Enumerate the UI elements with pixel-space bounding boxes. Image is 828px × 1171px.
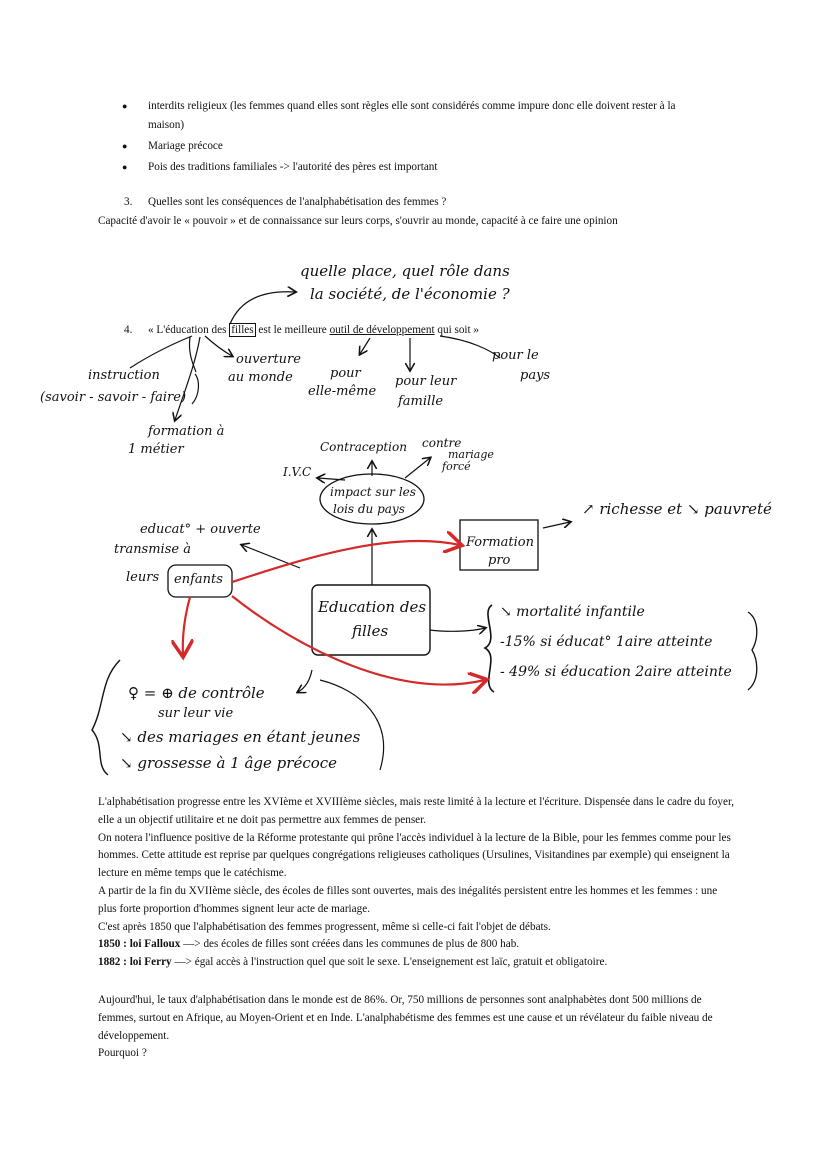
hw-instruction-line1: instruction <box>88 368 160 383</box>
hw-mortalite-line3: - 49% si éducation 2aire atteinte <box>500 664 732 680</box>
hw-elle-line1: pour <box>330 366 361 381</box>
bullet-text: interdits religieux (les femmes quand elles sont règles elle sont considérés comme impure donc elle doivent rester à la <box>148 100 676 112</box>
question-number: 3. <box>124 196 133 208</box>
hw-center-line2: filles <box>352 622 389 640</box>
bullet-text-cont: maison) <box>148 119 185 131</box>
hw-elle-line2: elle-même <box>308 384 377 399</box>
question-text: Quelles sont les conséquences de l'analphabétisation des femmes ? <box>148 196 447 208</box>
hw-educ-line1: educat° + ouverte <box>140 522 261 537</box>
answer-text: Capacité d'avoir le « pouvoir » et de connaissance sur leurs corps, s'ouvrir au monde, capacité à ce faire une opinion <box>98 215 618 227</box>
hw-center-line1: Education des <box>318 598 427 616</box>
question-number: 4. <box>124 324 133 336</box>
hw-educ-line3: leurs <box>126 570 160 585</box>
law-ferry <box>98 954 738 972</box>
hw-mortalite-line1: ↘ mortalité infantile <box>500 604 645 620</box>
hw-femme-line3: ↘ des mariages en étant jeunes <box>120 728 361 746</box>
history-p1: L'alphabétisation progresse entre les XVIème et XVIIIème siècles, mais reste limité à la lecture et l'écriture. Dispensée dans le cadre du foyer, elle a un objectif utilitaire et ne doit pas permettre aux femmes de penser. <box>98 796 735 826</box>
law-falloux-title: 1850 : loi Falloux <box>98 938 181 951</box>
bullet-text: Pois des traditions familiales -> l'autorité des pères est important <box>148 161 438 173</box>
today-p2: Pourquoi ? <box>98 1047 147 1060</box>
hw-femme-line1: ♀ = ⊕ de contrôle <box>128 684 265 702</box>
bullet-dot: ● <box>122 162 128 172</box>
hw-ivc: I.V.C <box>283 465 312 479</box>
history-p3: A partir de la fin du XVIIème siècle, des écoles de filles sont ouvertes, mais des inégalités persistent entre les hommes et les femmes : une plus forte proportion d'hommes signent leur acte de mariage. <box>98 884 718 915</box>
hw-formation-line1: formation à <box>148 424 225 439</box>
hw-place-line1: quelle place, quel rôle dans <box>300 262 510 280</box>
hw-mariage-line2: mariage <box>448 448 494 461</box>
hw-formation-pro-line1: Formation <box>466 535 535 550</box>
history-p2: On notera l'influence positive de la Réforme protestante qui prône l'accès individuel à la lecture de la Bible, pour les femmes comme pour les hommes. Cette attitude est reprise par quelques congrégations religieuses catholiques (Ursulines, Visitandines par exemple) qui enseignent la lecture en même temps que le catéchisme. <box>98 831 731 880</box>
bullet-dot: ● <box>122 141 128 151</box>
hw-formation-line2: 1 métier <box>128 442 184 457</box>
history-p4: C'est après 1850 que l'alphabétisation des femmes progressent, même si celle-ci fait l'objet de débats. <box>98 920 551 933</box>
today-section <box>98 992 738 1063</box>
law-ferry-text: —> égal accès à l'instruction quel que soit le sexe. L'enseignement est laïc, gratuit et obligatoire. <box>171 956 608 969</box>
hw-place-line2: la société, de l'économie ? <box>310 285 510 303</box>
hw-richesse: ↗ richesse et ↘ pauvreté <box>582 500 772 518</box>
bullet-text: Mariage précoce <box>148 140 223 152</box>
bullet-dot: ● <box>122 101 128 111</box>
today-p1: Aujourd'hui, le taux d'alphabétisation dans le monde est de 86%. Or, 750 millions de personnes sont analphabètes dont 500 millions de femmes, surtout en Afrique, au Moyen-Orient et en Inde. L'analphabétisme des femmes est une cause et un révélateur du faible niveau de développement. <box>98 994 713 1042</box>
hw-pays-line1: pour le <box>492 348 539 363</box>
quote-underlined: outil de développement <box>329 324 435 336</box>
hw-ouverture-line2: au monde <box>228 370 293 385</box>
hw-contraception: Contraception <box>320 440 407 454</box>
history-section <box>98 794 738 972</box>
hw-formation-pro-line2: pro <box>488 553 511 568</box>
hw-instruction-line2: (savoir - savoir - faire) <box>40 390 187 405</box>
hw-impact-line2: lois du pays <box>333 502 405 516</box>
hw-mariage-line3: forcé <box>442 460 471 473</box>
law-ferry-title: 1882 : loi Ferry <box>98 956 172 969</box>
hw-famille-line1: pour leur <box>395 374 457 389</box>
hw-femme-line2: sur leur vie <box>158 706 234 721</box>
law-falloux <box>98 936 738 954</box>
hw-impact-line1: impact sur les <box>330 485 416 499</box>
quote-part: « L'éducation des <box>148 324 230 336</box>
hw-ouverture-line1: ouverture <box>236 352 301 367</box>
hw-mortalite-line2: -15% si éducat° 1aire atteinte <box>500 634 713 650</box>
law-falloux-text: —> des écoles de filles sont créées dans les communes de plus de 800 hab. <box>180 938 520 951</box>
hw-mariage-line1: contre <box>422 436 462 450</box>
quote-part: qui soit » <box>434 324 480 336</box>
hw-pays-line2: pays <box>520 368 551 383</box>
quote-boxed-word: filles <box>231 324 254 336</box>
hw-educ-line2: transmise à <box>114 542 191 557</box>
hw-enfants: enfants <box>174 572 223 587</box>
hw-femme-line4: ↘ grossesse à 1 âge précoce <box>120 754 338 772</box>
hw-famille-line2: famille <box>398 394 444 409</box>
quote-part: est le meilleure <box>255 324 330 336</box>
